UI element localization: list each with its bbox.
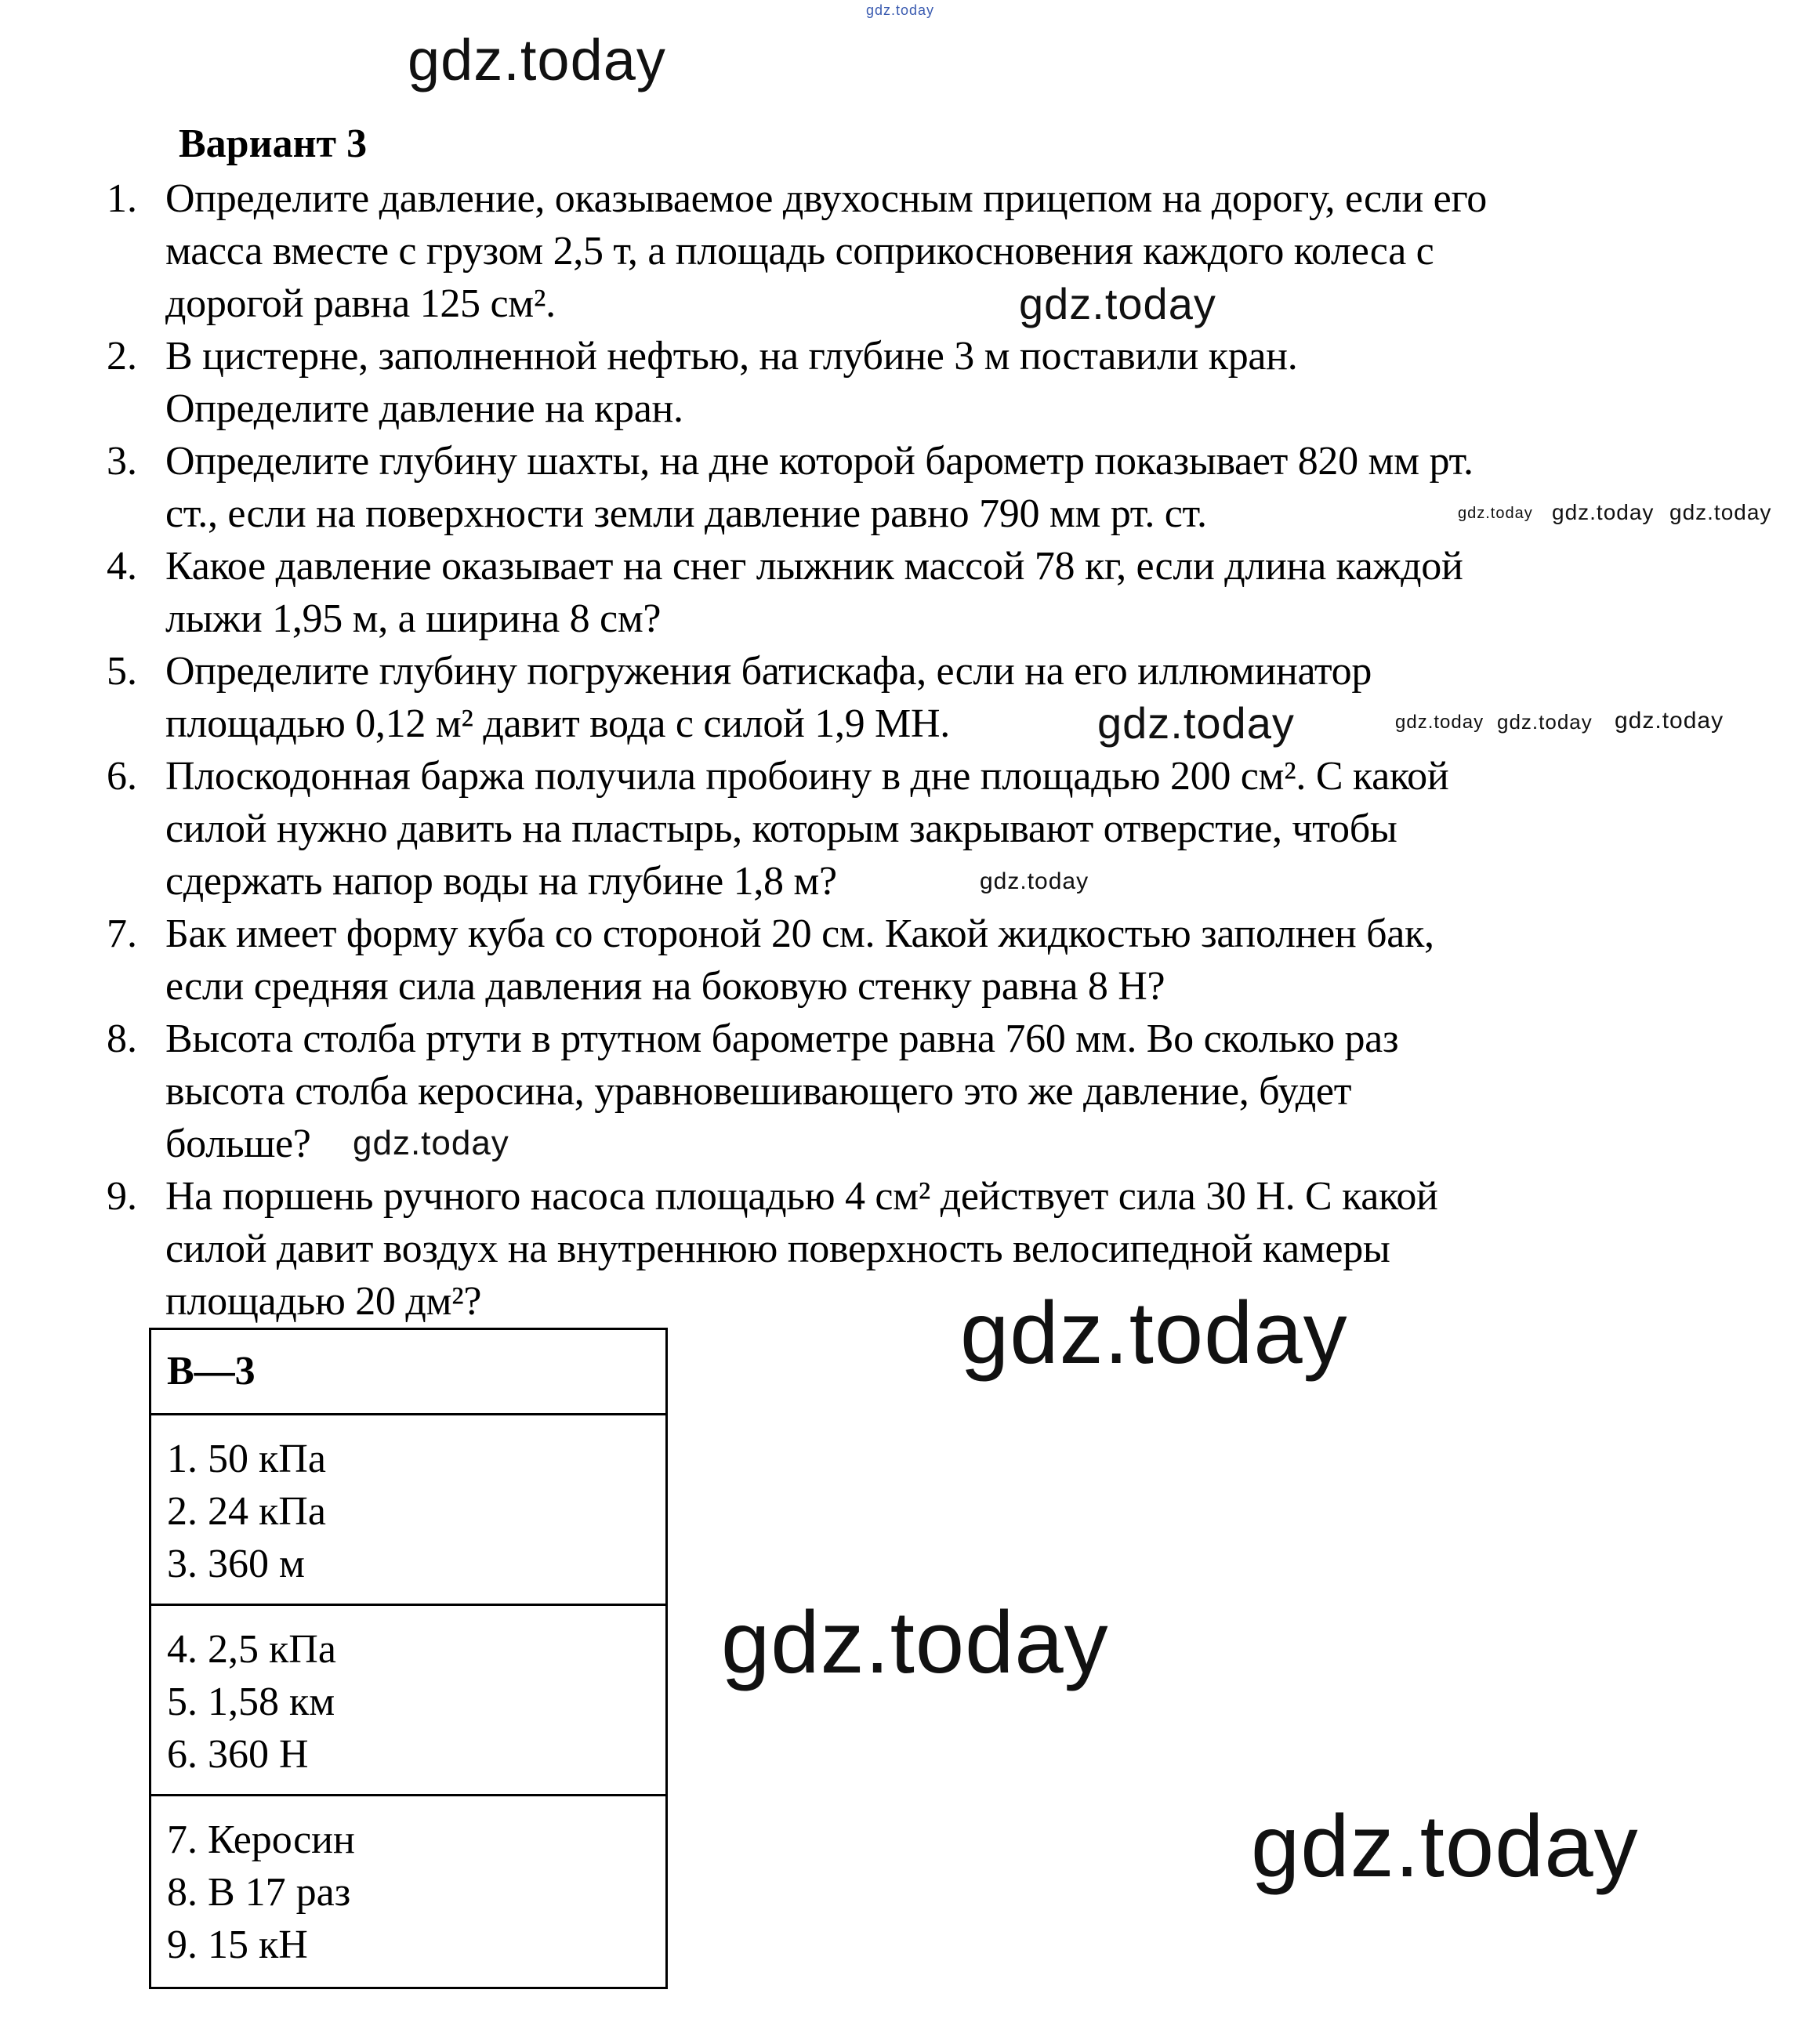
watermark: gdz.today — [1552, 500, 1655, 524]
problem-text-line: площадью 0,12 м² давит вода с силой 1,9 МН. — [165, 701, 950, 746]
watermark: gdz.today — [353, 1124, 509, 1162]
watermark: gdz.today — [866, 2, 935, 18]
watermark: gdz.today — [1669, 500, 1772, 524]
problem-text-line: Плоскодонная баржа получила пробоину в дне площадью 200 см². С какой — [165, 754, 1449, 799]
problem-text-line: Определите глубину шахты, на дне которой барометр показывает 820 мм рт. — [165, 439, 1474, 484]
problem-number: 7. — [107, 911, 137, 956]
problem-text-line: силой давит воздух на внутреннюю поверхность велосипедной камеры — [165, 1227, 1390, 1271]
problem-text-line: Определите давление на кран. — [165, 386, 683, 431]
problem-number: 2. — [107, 334, 137, 379]
watermark: gdz.today — [1251, 1797, 1639, 1895]
problem-text-line: площадью 20 дм²? — [165, 1279, 482, 1324]
watermark: gdz.today — [1615, 708, 1724, 734]
problem-text-line: Определите глубину погружения батискафа, если на его иллюминатор — [165, 649, 1372, 694]
answer-item: 6. 360 Н — [167, 1732, 309, 1777]
answers-header: В—3 — [151, 1330, 665, 1415]
problem-number: 5. — [107, 649, 137, 694]
problem-text-line: Бак имеет форму куба со стороной 20 см. Какой жидкостью заполнен бак, — [165, 911, 1434, 956]
problem-number: 6. — [107, 754, 137, 799]
problem-text-line: масса вместе с грузом 2,5 т, а площадь соприкосновения каждого колеса с — [165, 229, 1434, 274]
variant-title: Вариант 3 — [179, 121, 368, 166]
answers-group-3 — [151, 1796, 665, 1987]
watermark: gdz.today — [1097, 698, 1295, 748]
problem-text-line: лыжи 1,95 м, а ширина 8 см? — [165, 596, 662, 641]
problem-text-line: если средняя сила давления на боковую стенку равна 8 Н? — [165, 964, 1165, 1009]
problem-text-line: высота столба керосина, уравновешивающего это же давление, будет — [165, 1069, 1352, 1114]
answers-group-1 — [151, 1415, 665, 1606]
watermark: gdz.today — [960, 1284, 1348, 1382]
problem-text-line: дорогой равна 125 см². — [165, 281, 556, 326]
watermark: gdz.today — [1019, 279, 1216, 328]
answer-item: 8. В 17 раз — [167, 1870, 351, 1915]
problem-text-line: силой нужно давить на пластырь, которым закрывают отверстие, чтобы — [165, 806, 1397, 851]
answer-item: 5. 1,58 км — [167, 1680, 335, 1724]
answers-group-2 — [151, 1606, 665, 1796]
watermark: gdz.today — [1395, 712, 1484, 733]
problem-text-line: сдержать напор воды на глубине 1,8 м? — [165, 859, 837, 904]
problem-text-line: Какое давление оказывает на снег лыжник массой 78 кг, если длина каждой — [165, 544, 1463, 589]
answer-item: 3. 360 м — [167, 1542, 305, 1586]
problem-number: 9. — [107, 1174, 137, 1219]
watermark: gdz.today — [980, 868, 1089, 894]
problem-text-line: больше? — [165, 1122, 311, 1166]
answer-item: 9. 15 кН — [167, 1923, 308, 1967]
watermark: gdz.today — [1497, 710, 1593, 734]
answer-item: 4. 2,5 кПа — [167, 1627, 336, 1672]
problem-text-line: В цистерне, заполненной нефтью, на глубине 3 м поставили кран. — [165, 334, 1298, 379]
problem-number: 3. — [107, 439, 137, 484]
answer-item: 2. 24 кПа — [167, 1489, 326, 1534]
problem-text-line: Высота столба ртути в ртутном барометре равна 760 мм. Во сколько раз — [165, 1017, 1399, 1061]
problem-text-line: На поршень ручного насоса площадью 4 см² действует сила 30 Н. С какой — [165, 1174, 1438, 1219]
problem-text-line: Определите давление, оказываемое двухосным прицепом на дорогу, если его — [165, 176, 1487, 221]
problem-text-line: ст., если на поверхности земли давление равно 790 мм рт. ст. — [165, 491, 1207, 536]
answer-item: 7. Керосин — [167, 1817, 355, 1862]
problem-number: 1. — [107, 176, 137, 221]
watermark: gdz.today — [408, 27, 666, 92]
watermark: gdz.today — [1458, 505, 1533, 522]
problem-number: 8. — [107, 1017, 137, 1061]
answer-item: 1. 50 кПа — [167, 1437, 326, 1481]
answers-table — [149, 1328, 668, 1989]
problem-number: 4. — [107, 544, 137, 589]
watermark: gdz.today — [721, 1593, 1109, 1691]
